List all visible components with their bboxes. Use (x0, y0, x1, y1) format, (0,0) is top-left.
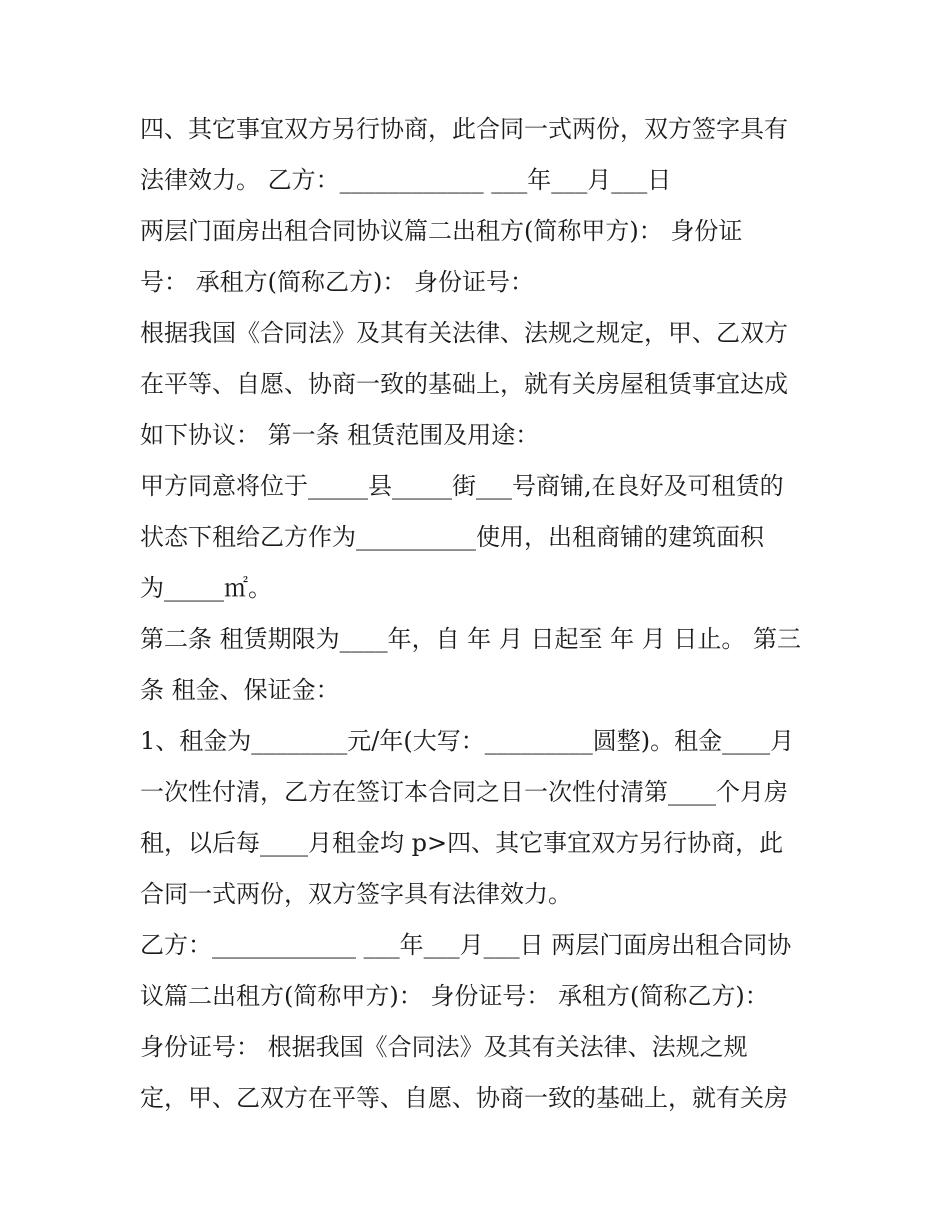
text-line: 合同一式两份，双方签字具有法律效力。 (140, 880, 572, 908)
text-line: 号： 承租方(简称乙方)： 身份证号： (140, 268, 534, 296)
text-line: 1、租金为________元/年(大写：_________圆整)。租金____月 (140, 727, 795, 755)
text-line: 根据我国《合同法》及其有关法律、法规之规定，甲、乙双方 (140, 319, 788, 347)
text-line: 租，以后每____月租金均 p>四、其它事宜双方另行协商，此 (140, 829, 784, 857)
text-line: 甲方同意将位于_____县_____街___号商铺,在良好及可租赁的 (140, 472, 784, 500)
text-line: 身份证号： 根据我国《合同法》及其有关法律、法规之规 (140, 1033, 748, 1061)
text-line: 第二条 租赁期限为____年，自 年 月 日起至 年 月 日止。 第三 (140, 625, 802, 653)
text-line: 法律效力。 乙方：____________ ___年___月___日 (140, 166, 672, 194)
text-line: 定，甲、乙双方在平等、自愿、协商一致的基础上，就有关房 (140, 1084, 788, 1112)
text-line: 一次性付清，乙方在签订本合同之日一次性付清第____个月房 (140, 778, 788, 806)
text-line: 两层门面房出租合同协议篇二出租方(简称甲方)： 身份证 (140, 217, 743, 245)
text-line: 如下协议： 第一条 租赁范围及用途： (140, 421, 540, 449)
document-body (140, 104, 830, 1124)
text-line: 状态下租给乙方作为__________使用，出租商铺的建筑面积 (140, 523, 764, 551)
text-line: 乙方：____________ ___年___月___日 两层门面房出租合同协 (140, 931, 792, 959)
text-line: 条 租金、保证金： (140, 676, 340, 704)
text-line: 四、其它事宜双方另行协商，此合同一式两份，双方签字具有 (140, 115, 788, 143)
text-line: 为_____㎡。 (140, 574, 272, 602)
text-line: 议篇二出租方(简称甲方)： 身份证号： 承租方(简称乙方)： (140, 982, 769, 1010)
text-line: 在平等、自愿、协商一致的基础上，就有关房屋租赁事宜达成 (140, 370, 788, 398)
